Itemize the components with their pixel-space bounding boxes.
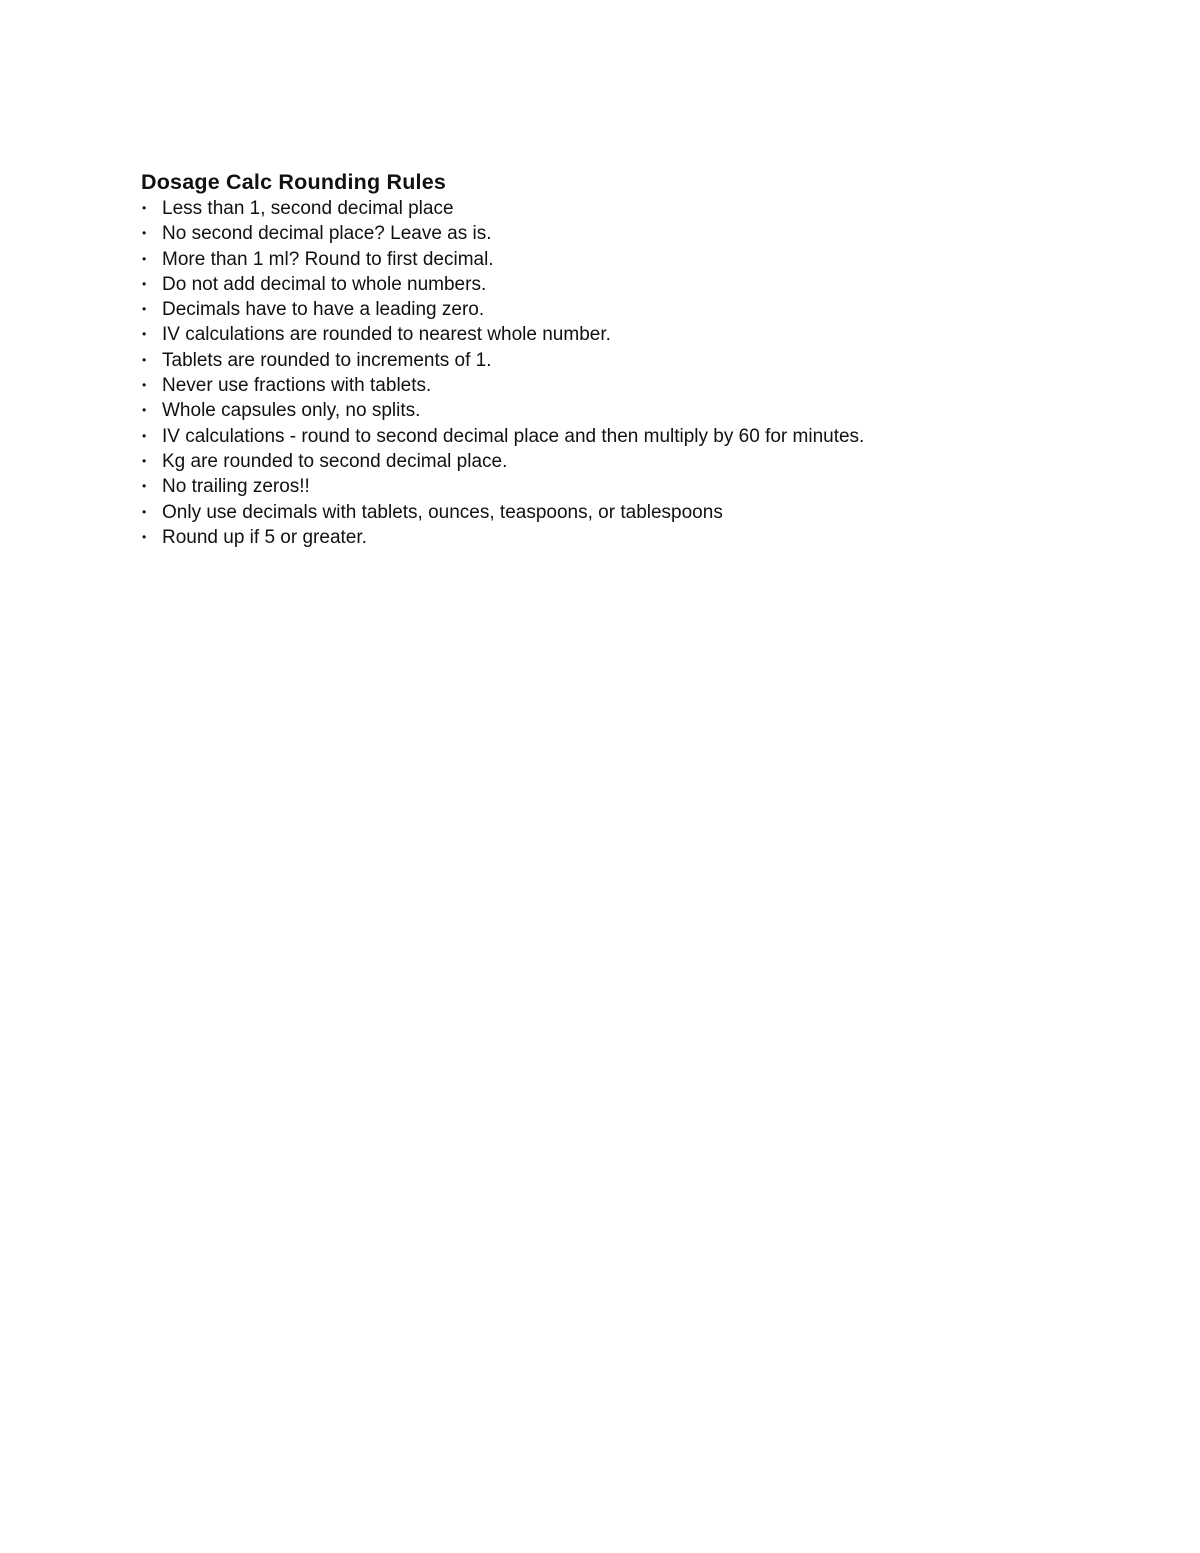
rule-text: Kg are rounded to second decimal place. [162,450,508,472]
rule-text: Never use fractions with tablets. [162,375,432,397]
rule-text: More than 1 ml? Round to first decimal. [162,248,494,270]
rule-text: IV calculations are rounded to nearest whole number. [162,324,611,346]
bullet-icon: • [142,479,147,494]
rule-item [141,221,1121,246]
document-content [141,168,1121,550]
rule-item [141,373,1121,398]
rule-text: Less than 1, second decimal place [162,198,454,219]
rule-item [141,196,1121,221]
rule-item [141,247,1121,272]
bullet-icon: • [142,504,147,519]
bullet-icon: • [142,226,147,241]
rule-text: Whole capsules only, no splits. [162,400,421,422]
rule-item [141,474,1121,499]
rule-text: No trailing zeros!! [162,476,310,498]
bullet-icon: • [142,403,147,418]
rule-item [141,398,1121,423]
rule-text: Only use decimals with tablets, ounces, teaspoons, or tablespoons [162,501,723,523]
bullet-icon: • [142,378,147,393]
rule-text: No second decimal place? Leave as is. [162,223,492,245]
bullet-icon: • [142,352,147,367]
rule-item [141,449,1121,474]
bullet-icon: • [142,327,147,342]
rule-item [141,272,1121,297]
rules-list [141,196,1121,550]
bullet-icon: • [142,251,147,266]
rule-item [141,322,1121,347]
rule-item [141,297,1121,322]
bullet-icon: • [142,453,147,468]
rule-item [141,525,1121,550]
rule-text: Round up if 5 or greater. [162,526,367,548]
rule-item [141,500,1121,525]
bullet-icon: • [142,276,147,291]
rule-text: Tablets are rounded to increments of 1. [162,349,492,371]
rule-text: IV calculations - round to second decimal place and then multiply by 60 for minutes. [162,425,865,447]
bullet-icon: • [142,201,147,215]
rule-text: Decimals have to have a leading zero. [162,299,485,321]
rule-text: Do not add decimal to whole numbers. [162,273,487,295]
bullet-icon: • [142,302,147,317]
rule-item [141,424,1121,449]
bullet-icon: • [142,529,147,544]
rule-item [141,348,1121,373]
document-title: Dosage Calc Rounding Rules [141,170,447,194]
bullet-icon: • [142,428,147,443]
